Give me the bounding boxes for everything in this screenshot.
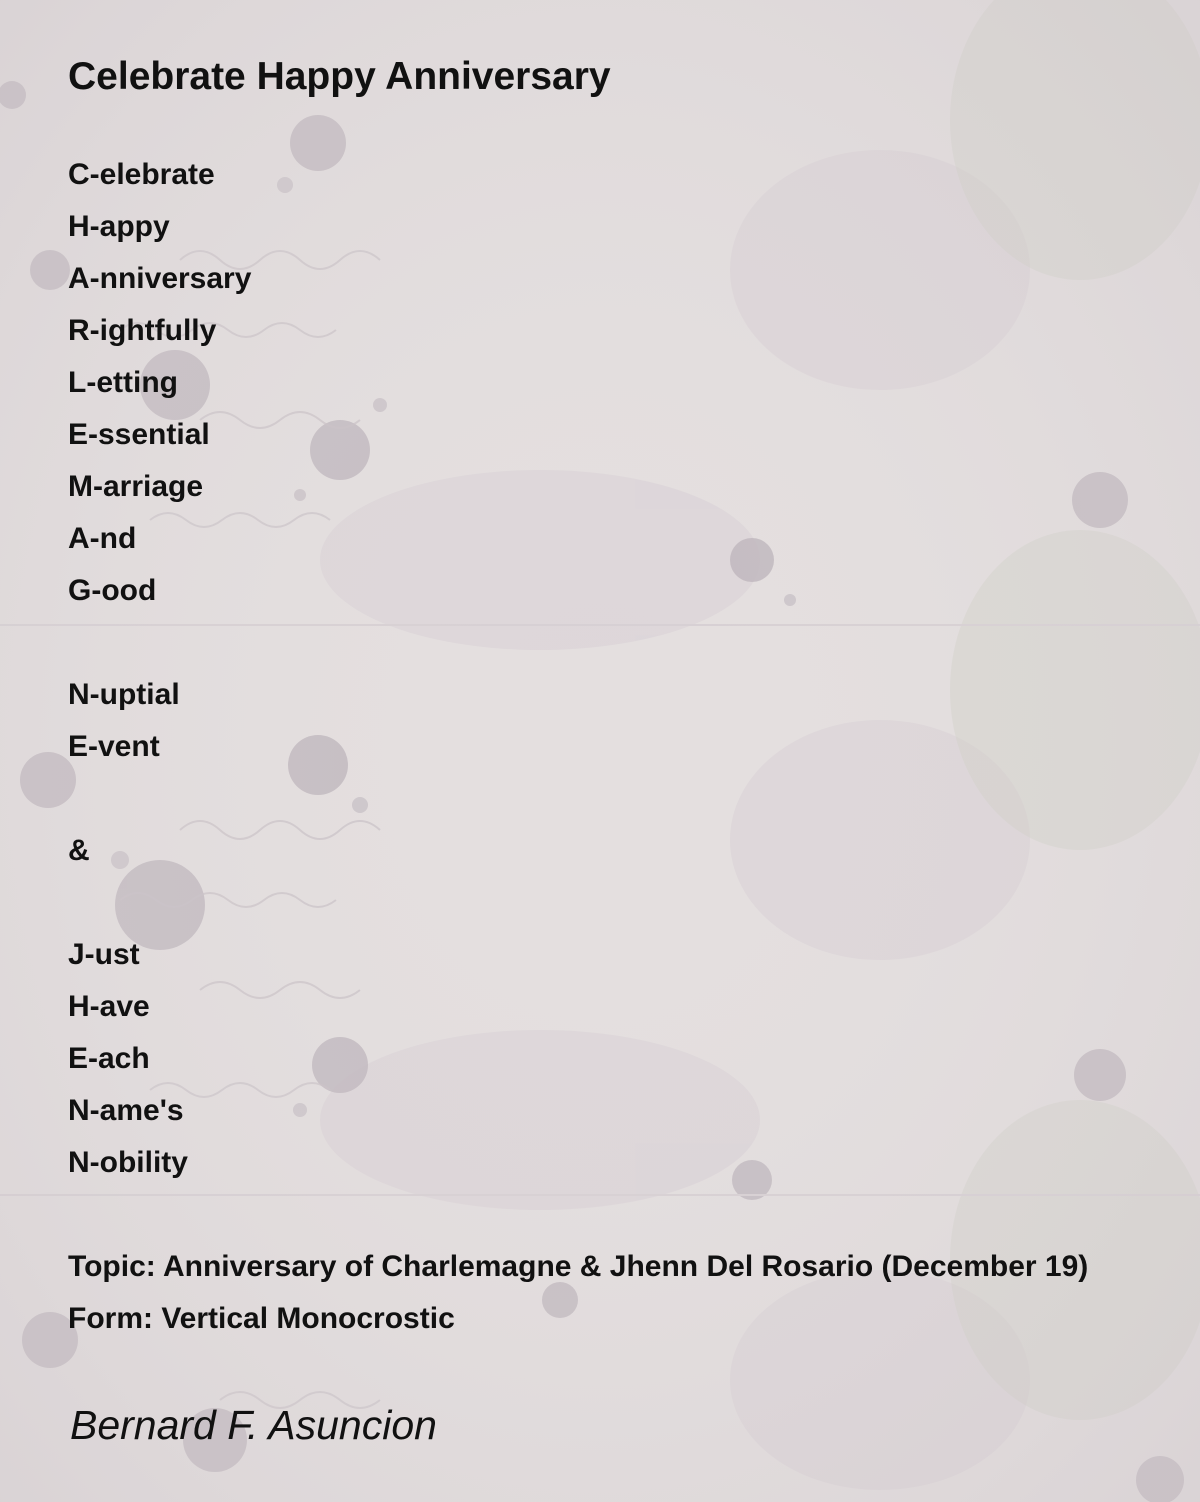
poem-stanza: [68, 929, 188, 1189]
poem-line: L-etting: [68, 366, 178, 399]
poem-line: E-ssential: [68, 418, 210, 451]
poem-line: H-ave: [68, 990, 150, 1023]
poem-line: E-ach: [68, 1042, 150, 1075]
poem-line: A-nniversary: [68, 262, 252, 295]
poem-line: &: [68, 834, 90, 867]
poem-line: N-ame's: [68, 1094, 184, 1127]
poem-stanza: [68, 669, 180, 773]
poem-title: Celebrate Happy Anniversary: [68, 55, 611, 98]
poem-line: M-arriage: [68, 470, 204, 503]
poem-topic: Topic: Anniversary of Charlemagne & Jhenn Del Rosario (December 19): [68, 1250, 1089, 1283]
poem-line: N-uptial: [68, 678, 180, 711]
poem-notes: [68, 1241, 1088, 1345]
poem-line: E-vent: [68, 730, 160, 763]
poem-line: H-appy: [68, 210, 170, 243]
poem-line: R-ightfully: [68, 314, 217, 347]
poem-stanza: [68, 149, 251, 617]
poem-line: G-ood: [68, 574, 157, 607]
poem-stanza: [68, 825, 90, 877]
poem-form: Form: Vertical Monocrostic: [68, 1302, 455, 1335]
poem-author: Bernard F. Asuncion: [70, 1402, 437, 1448]
poem-line: C-elebrate: [68, 158, 215, 191]
poem-line: N-obility: [68, 1146, 188, 1179]
poem-line: A-nd: [68, 522, 137, 555]
poem-line: J-ust: [68, 938, 140, 971]
